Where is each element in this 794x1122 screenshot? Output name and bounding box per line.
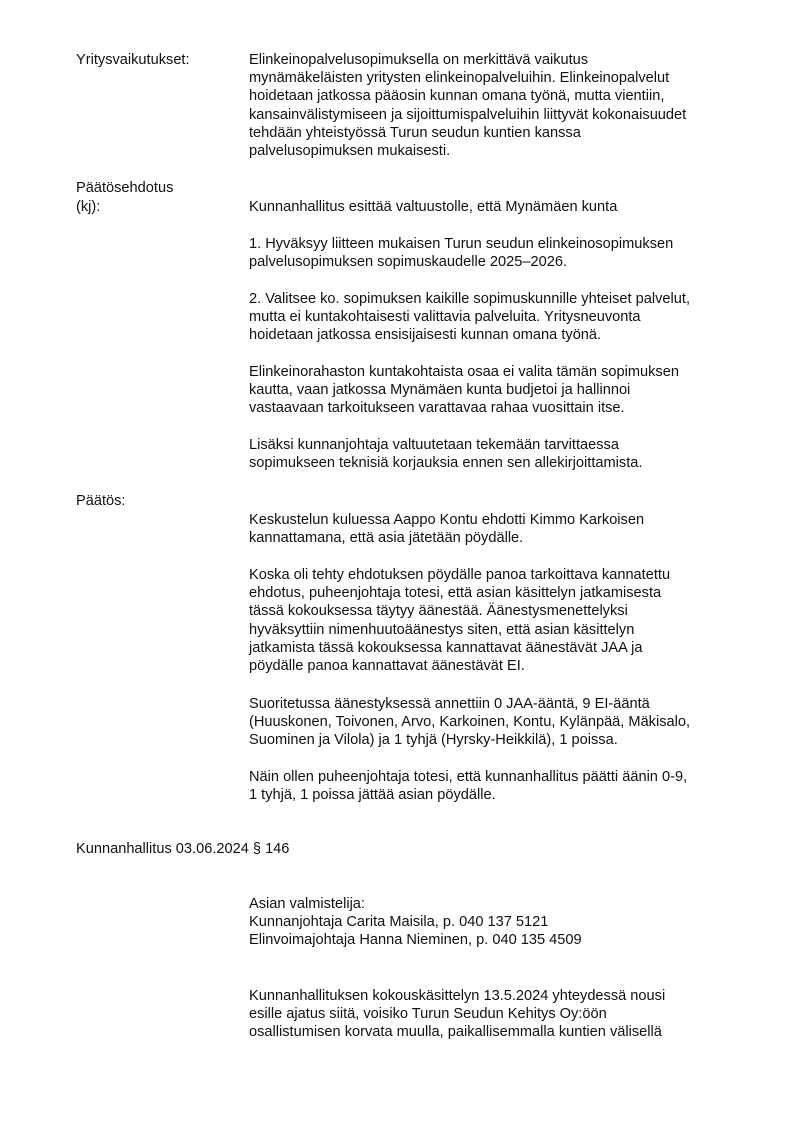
text-line: Elinkeinorahaston kuntakohtaista osaa ei valita tämän sopimuksen	[249, 364, 679, 380]
text-line: esille ajatus siitä, voisiko Turun Seudun Kehitys Oy:öön	[249, 1006, 607, 1023]
text-line: Kunnanhallitus esittää valtuustolle, että Mynämäen kunta	[249, 199, 618, 215]
text-line: jatkamista tässä kokouksessa kannattavat äänestävät JAA ja	[249, 639, 643, 656]
text-line: Kunnanjohtaja Carita Maisila, p. 040 137 5121	[249, 914, 549, 931]
text-line: vastaavaan tarkoitukseen varattavaa rahaa vuosittain itse.	[249, 400, 625, 417]
text-line: Kunnanhallituksen kokouskäsittelyn 13.5.2024 yhteydessä nousi	[249, 988, 666, 1004]
text-line: Näin ollen puheenjohtaja totesi, että kunnanhallitus päätti äänin 0-9,	[249, 769, 688, 785]
yritysvaikutukset-label: Yritysvaikutukset:	[76, 52, 190, 68]
text-line: kautta, vaan jatkossa Mynämäen kunta budjetoi ja hallinnoi	[249, 382, 631, 399]
text-line: mynämäkeläisten yritysten elinkeinopalveluihin. Elinkeinopalvelut	[249, 70, 670, 87]
text-line: mutta ei kuntakohtaisesti valittavia palveluita. Yritysneuvonta	[249, 309, 641, 326]
kokouskasittely-paragraph	[249, 987, 749, 1042]
text-line: sopimukseen teknisiä korjauksia ennen sen allekirjoittamista.	[249, 455, 643, 472]
paatos-paragraph-4	[249, 768, 749, 804]
paatosehdotus-item-2	[249, 290, 749, 345]
text-line: Suoritetussa äänestyksessä annettiin 0 JAA-ääntä, 9 EI-ääntä	[249, 696, 650, 712]
text-line: Elinvoimajohtaja Hanna Nieminen, p. 040 135 4509	[249, 932, 582, 949]
text-line: osallistumisen korvata muulla, paikallisemmalla kuntien välisellä	[249, 1024, 662, 1041]
text-line: 1. Hyväksyy liitteen mukaisen Turun seudun elinkeinosopimuksen	[249, 236, 674, 252]
text-line: Suominen ja Vilola) ja 1 tyhjä (Hyrsky-Heikkilä), 1 poissa.	[249, 732, 618, 749]
valmistelija-block	[249, 895, 749, 950]
text-line: tässä kokouksessa täytyy äänestää. Äänestysmenettelyksi	[249, 603, 628, 620]
paatosehdotus-item-1	[249, 235, 749, 271]
paatos-label: Päätös:	[76, 493, 126, 509]
text-line: Koska oli tehty ehdotuksen pöydälle panoa tarkoittava kannatettu	[249, 567, 671, 583]
paatosehdotus-paragraph-4	[249, 436, 749, 472]
paatos-paragraph-2	[249, 566, 749, 675]
text-line: kansainvälistymiseen ja sijoittumispalveluihin liittyvät kokonaisuudet	[249, 106, 687, 123]
text-line: palvelusopimuksen sopimuskaudelle 2025–2026.	[249, 254, 568, 271]
kunnanhallitus-section-heading: Kunnanhallitus 03.06.2024 § 146	[76, 841, 290, 857]
paatosehdotus-paragraph-3	[249, 363, 749, 418]
paatosehdotus-intro	[249, 198, 749, 216]
paatosehdotus-label-kj: (kj):	[76, 199, 101, 215]
text-line: ehdotus, puheenjohtaja totesi, että asian käsittelyn jatkamisesta	[249, 585, 662, 602]
text-line: kannattamana, että asia jätetään pöydälle.	[249, 530, 524, 547]
text-line: hoidetaan jatkossa pääosin kunnan omana työnä, mutta vientiin,	[249, 88, 665, 105]
text-line: Asian valmistelija:	[249, 896, 365, 912]
text-line: tehdään yhteistyössä Turun seudun kuntien kanssa	[249, 124, 581, 141]
text-line: 2. Valitsee ko. sopimuksen kaikille sopimuskunnille yhteiset palvelut,	[249, 291, 691, 307]
text-line: palvelusopimuksen mukaisesti.	[249, 143, 451, 160]
paatosehdotus-label: Päätösehdotus	[76, 180, 174, 196]
text-line: Keskustelun kuluessa Aappo Kontu ehdotti Kimmo Karkoisen	[249, 512, 645, 528]
paatos-paragraph-1	[249, 511, 749, 547]
text-line: Lisäksi kunnanjohtaja valtuutetaan tekemään tarvittaessa	[249, 437, 619, 453]
text-line: hoidetaan jatkossa ensisijaisesti kunnan omana työnä.	[249, 327, 602, 344]
yritysvaikutukset-text	[249, 51, 749, 160]
text-line: pöydälle panoa kannattavat äänestävät EI.	[249, 658, 525, 675]
text-line: (Huuskonen, Toivonen, Arvo, Karkoinen, Kontu, Kylänpää, Mäkisalo,	[249, 714, 691, 731]
text-line: Elinkeinopalvelusopimuksella on merkittävä vaikutus	[249, 52, 589, 68]
paatos-paragraph-3	[249, 695, 749, 750]
text-line: hyväksyttiin nimenhuutoäänestys siten, että asian käsittelyn	[249, 621, 635, 638]
text-line: 1 tyhjä, 1 poissa jättää asian pöydälle.	[249, 787, 496, 804]
